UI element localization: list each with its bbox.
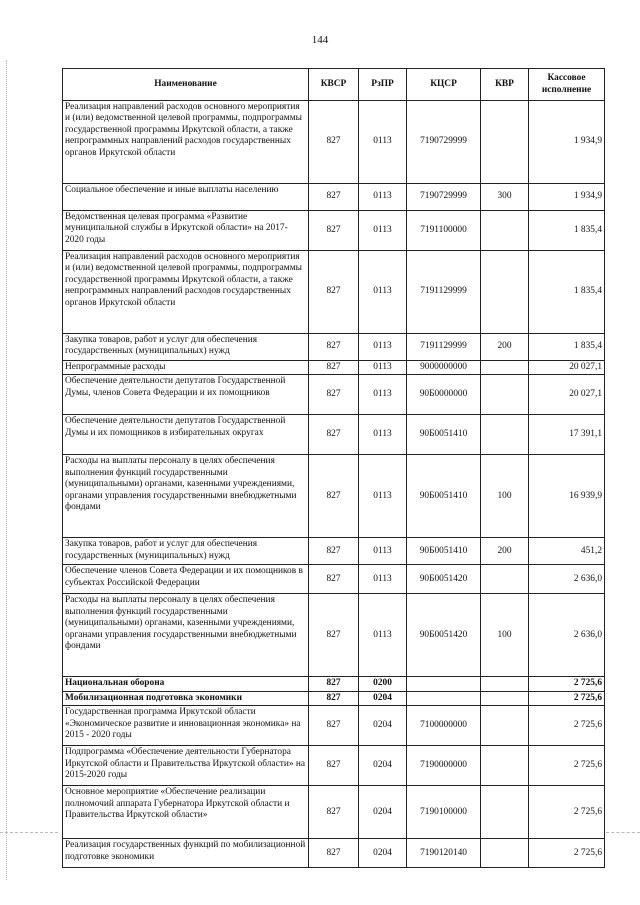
table-header-row — [63, 69, 605, 101]
cell-rzpr: 0113 — [359, 455, 407, 538]
cell-amount: 1 934,9 — [529, 184, 605, 211]
table-body — [63, 101, 605, 868]
cell-rzpr: 0204 — [359, 786, 407, 839]
budget-table — [62, 68, 605, 868]
table-row — [63, 677, 605, 691]
cell-kvsr: 827 — [309, 538, 359, 565]
cell-rzpr: 0113 — [359, 211, 407, 251]
cell-amount: 1 835,4 — [529, 211, 605, 251]
cell-kvsr: 827 — [309, 455, 359, 538]
cell-kvr — [481, 415, 529, 455]
cell-name: Национальная оборона — [63, 677, 309, 691]
cell-rzpr: 0113 — [359, 334, 407, 361]
cell-amount: 2 636,0 — [529, 565, 605, 594]
cell-rzpr: 0204 — [359, 706, 407, 746]
table-row — [63, 455, 605, 538]
cell-kcsr: 7190729999 — [407, 184, 481, 211]
cell-rzpr: 0113 — [359, 251, 407, 334]
cell-kvsr: 827 — [309, 691, 359, 705]
table-row — [63, 211, 605, 251]
cell-name: Социальное обеспечение и иные выплаты населению — [63, 184, 309, 211]
cell-rzpr: 0204 — [359, 746, 407, 786]
cell-amount: 20 027,1 — [529, 361, 605, 375]
cell-kcsr: 7191129999 — [407, 334, 481, 361]
scan-dash-left — [0, 832, 58, 833]
table-row — [63, 415, 605, 455]
table-row — [63, 251, 605, 334]
cell-rzpr: 0113 — [359, 565, 407, 594]
cell-rzpr: 0113 — [359, 361, 407, 375]
cell-kvsr: 827 — [309, 334, 359, 361]
cell-kcsr: 90Б0051420 — [407, 594, 481, 677]
cell-kvr: 100 — [481, 455, 529, 538]
cell-name: Ведомственная целевая программа «Развитие муниципальной службы в Иркутской области» на 2017-2020 годы — [63, 211, 309, 251]
table-row — [63, 565, 605, 594]
cell-kcsr: 7191100000 — [407, 211, 481, 251]
cell-amount: 20 027,1 — [529, 375, 605, 415]
header-kvsr: КВСР — [309, 69, 359, 101]
cell-amount: 2 725,6 — [529, 706, 605, 746]
table-row — [63, 594, 605, 677]
table-row — [63, 361, 605, 375]
cell-kvr — [481, 251, 529, 334]
cell-name: Основное мероприятие «Обеспечение реализации полномочий аппарата Губернатора Иркутской области и Правительства Иркутской области» — [63, 786, 309, 839]
cell-name: Закупка товаров, работ и услуг для обеспечения государственных (муниципальных) нужд — [63, 334, 309, 361]
cell-kvsr: 827 — [309, 786, 359, 839]
cell-rzpr: 0200 — [359, 677, 407, 691]
cell-rzpr: 0113 — [359, 101, 407, 184]
cell-rzpr: 0113 — [359, 594, 407, 677]
header-rzpr: РзПР — [359, 69, 407, 101]
cell-kvsr: 827 — [309, 361, 359, 375]
cell-kvsr: 827 — [309, 211, 359, 251]
cell-name: Расходы на выплаты персоналу в целях обеспечения выполнения функций государственными (муниципальными) органами, казенными учреждениями, органами управления государственными внебюджетными фондами — [63, 455, 309, 538]
cell-kvr: 100 — [481, 594, 529, 677]
cell-amount: 2 636,0 — [529, 594, 605, 677]
cell-kvr — [481, 211, 529, 251]
table-row — [63, 101, 605, 184]
cell-amount: 1 835,4 — [529, 251, 605, 334]
cell-kvr: 300 — [481, 184, 529, 211]
cell-amount: 451,2 — [529, 538, 605, 565]
cell-amount: 2 725,6 — [529, 746, 605, 786]
cell-kvsr: 827 — [309, 251, 359, 334]
cell-kcsr: 90Б0051420 — [407, 565, 481, 594]
cell-kcsr: 90Б0051410 — [407, 538, 481, 565]
cell-kvsr: 827 — [309, 594, 359, 677]
cell-rzpr: 0113 — [359, 184, 407, 211]
cell-kcsr: 7190000000 — [407, 746, 481, 786]
cell-amount: 1 934,9 — [529, 101, 605, 184]
table-row — [63, 184, 605, 211]
cell-kvr — [481, 677, 529, 691]
cell-amount: 1 835,4 — [529, 334, 605, 361]
table-row — [63, 691, 605, 705]
cell-kcsr: 7100000000 — [407, 706, 481, 746]
cell-name: Реализация государственных функций по мобилизационной подготовке экономики — [63, 839, 309, 868]
scan-dash-right — [606, 832, 640, 833]
cell-name: Мобилизационная подготовка экономики — [63, 691, 309, 705]
header-amount: Кассовое исполнение — [529, 69, 605, 101]
cell-kvsr: 827 — [309, 746, 359, 786]
cell-kvsr: 827 — [309, 565, 359, 594]
header-kcsr: КЦСР — [407, 69, 481, 101]
cell-name: Подпрограмма «Обеспечение деятельности Губернатора Иркутской области и Правительства Иркутской области» на 2015-2020 годы — [63, 746, 309, 786]
cell-kcsr — [407, 677, 481, 691]
cell-kvsr: 827 — [309, 101, 359, 184]
table-row — [63, 839, 605, 868]
cell-name: Реализация направлений расходов основного мероприятия и (или) ведомственной целевой программы, подпрограммы государственной программы Иркутской области, а также непрограммных направлений расходов государственных органов Иркутской области — [63, 251, 309, 334]
cell-rzpr: 0113 — [359, 538, 407, 565]
table-row — [63, 334, 605, 361]
cell-kvsr: 827 — [309, 706, 359, 746]
cell-rzpr: 0113 — [359, 415, 407, 455]
cell-kvr — [481, 361, 529, 375]
cell-kvsr: 827 — [309, 677, 359, 691]
page-number: 144 — [311, 34, 329, 46]
cell-kcsr — [407, 691, 481, 705]
cell-kcsr: 9000000000 — [407, 361, 481, 375]
header-kvr: КВР — [481, 69, 529, 101]
cell-rzpr: 0204 — [359, 839, 407, 868]
cell-name: Реализация направлений расходов основного мероприятия и (или) ведомственной целевой программы, подпрограммы государственной программы Иркутской области, а также непрограммных направлений расходов государственных органов Иркутской области — [63, 101, 309, 184]
cell-name: Обеспечение членов Совета Федерации и их помощников в субъектах Российской Федерации — [63, 565, 309, 594]
cell-rzpr: 0204 — [359, 691, 407, 705]
cell-kvr: 200 — [481, 334, 529, 361]
cell-kvr — [481, 565, 529, 594]
cell-kcsr: 7190120140 — [407, 839, 481, 868]
cell-name: Обеспечение деятельности депутатов Государственной Думы, членов Совета Федерации и их помощников — [63, 375, 309, 415]
cell-kcsr: 7190729999 — [407, 101, 481, 184]
cell-kvr — [481, 746, 529, 786]
cell-kvsr: 827 — [309, 415, 359, 455]
cell-amount: 2 725,6 — [529, 691, 605, 705]
cell-name: Расходы на выплаты персоналу в целях обеспечения выполнения функций государственными (муниципальными) органами, казенными учреждениями, органами управления государственными внебюджетными фондами — [63, 594, 309, 677]
cell-kcsr: 7191129999 — [407, 251, 481, 334]
table-row — [63, 538, 605, 565]
page-edge-line — [6, 60, 7, 880]
cell-kvr — [481, 691, 529, 705]
cell-kcsr: 90Б0000000 — [407, 375, 481, 415]
cell-name: Обеспечение деятельности депутатов Государственной Думы и их помощников в избирательных округах — [63, 415, 309, 455]
cell-amount: 2 725,6 — [529, 677, 605, 691]
cell-amount: 16 939,9 — [529, 455, 605, 538]
cell-kvr — [481, 786, 529, 839]
cell-name: Государственная программа Иркутской области «Экономическое развитие и инновационная экономика» на 2015 - 2020 годы — [63, 706, 309, 746]
cell-kcsr: 7190100000 — [407, 786, 481, 839]
cell-rzpr: 0113 — [359, 375, 407, 415]
header-name: Наименование — [63, 69, 309, 101]
cell-kvr: 200 — [481, 538, 529, 565]
cell-amount: 17 391,1 — [529, 415, 605, 455]
cell-kvr — [481, 375, 529, 415]
table-row — [63, 706, 605, 746]
cell-kvr — [481, 839, 529, 868]
cell-kvsr: 827 — [309, 839, 359, 868]
cell-kcsr: 90Б0051410 — [407, 415, 481, 455]
table-row — [63, 786, 605, 839]
cell-kvsr: 827 — [309, 375, 359, 415]
cell-name: Закупка товаров, работ и услуг для обеспечения государственных (муниципальных) нужд — [63, 538, 309, 565]
cell-kvr — [481, 706, 529, 746]
cell-name: Непрограммные расходы — [63, 361, 309, 375]
cell-amount: 2 725,6 — [529, 786, 605, 839]
cell-kcsr: 90Б0051410 — [407, 455, 481, 538]
cell-kvsr: 827 — [309, 184, 359, 211]
cell-kvr — [481, 101, 529, 184]
cell-amount: 2 725,6 — [529, 839, 605, 868]
table-row — [63, 746, 605, 786]
table-row — [63, 375, 605, 415]
